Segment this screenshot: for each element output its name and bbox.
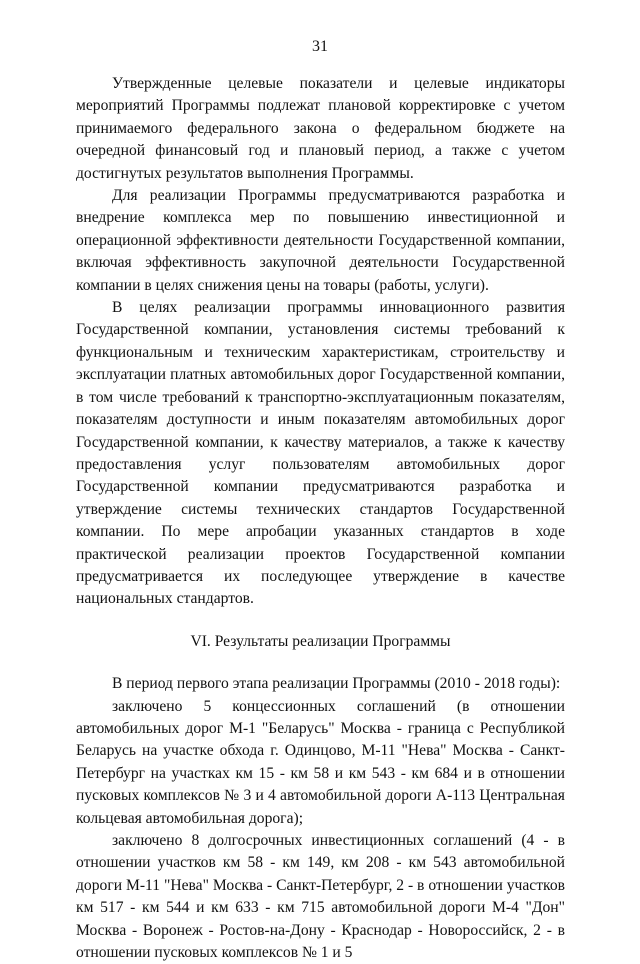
- document-body: [76, 73, 565, 964]
- paragraph-efficiency-measures: Для реализации Программы предусматриваются разработка и внедрение комплекса мер по повышению инвестиционной и операционной эффективности деятельности Государственной компании, включая эффективность закупочной деятельности Государственной компании в целях снижения цены на товары (работы, услуги).: [76, 187, 565, 294]
- page-number: 31: [312, 38, 328, 55]
- section-heading: VI. Результаты реализации Программы: [190, 632, 451, 650]
- paragraph-technical-standards: В целях реализации программы инновационного развития Государственной компании, установления системы требований к функциональным и техническим характеристикам, строительству и эксплуатации платных автомобильных дорог Государственной компании, в том числе требований к транспортно-эксплуатационным показателям, показателям доступности и иным показателям автомобильных дорог Государственной компании, к качеству материалов, а также к качеству предоставления услуг пользователям автомобильных дорог Государственной компании предусматриваются разработка и утверждение системы технических стандартов Государственной компании. По мере апробации указанных стандартов в ходе практической реализации проектов Государственной компании предусматривается их последующее утверждение в качестве национальных стандартов.: [76, 299, 565, 608]
- paragraph-investment-agreements: заключено 8 долгосрочных инвестиционных соглашений (4 - в отношении участков км 58 - км 149, км 208 - км 543 автомобильной дороги М-11 "Нева" Москва - Санкт-Петербург, 2 - в отношении участков км 517 - км 544 и км 633 - км 715 автомобильной дороги М-4 "Дон" Москва - Воронеж - Ростов-на-Дону - Краснодар - Новороссийск, 2 - в отношении пусковых комплексов № 1 и 5: [76, 832, 565, 962]
- paragraph-concession-agreements: заключено 5 концессионных соглашений (в отношении автомобильных дорог М-1 "Беларусь" Москва - граница с Республикой Беларусь на участке обхода г. Одинцово, М-11 "Нева" Москва - Санкт-Петербург на участках км 15 - км 58 и км 543 - км 684 и в отношении пусковых комплексов № 3 и 4 автомобильной дороги А-113 Центральная кольцевая автомобильная дорога);: [76, 697, 565, 827]
- paragraph-target-indicators: Утвержденные целевые показатели и целевые индикаторы мероприятий Программы подлежат плановой корректировке с учетом принимаемого федерального закона о федеральном бюджете на очередной финансовый год и плановый период, а также с учетом достигнутых результатов выполнения Программы.: [76, 75, 565, 182]
- paragraph-first-stage-intro: В период первого этапа реализации Программы (2010 - 2018 годы):: [112, 675, 561, 693]
